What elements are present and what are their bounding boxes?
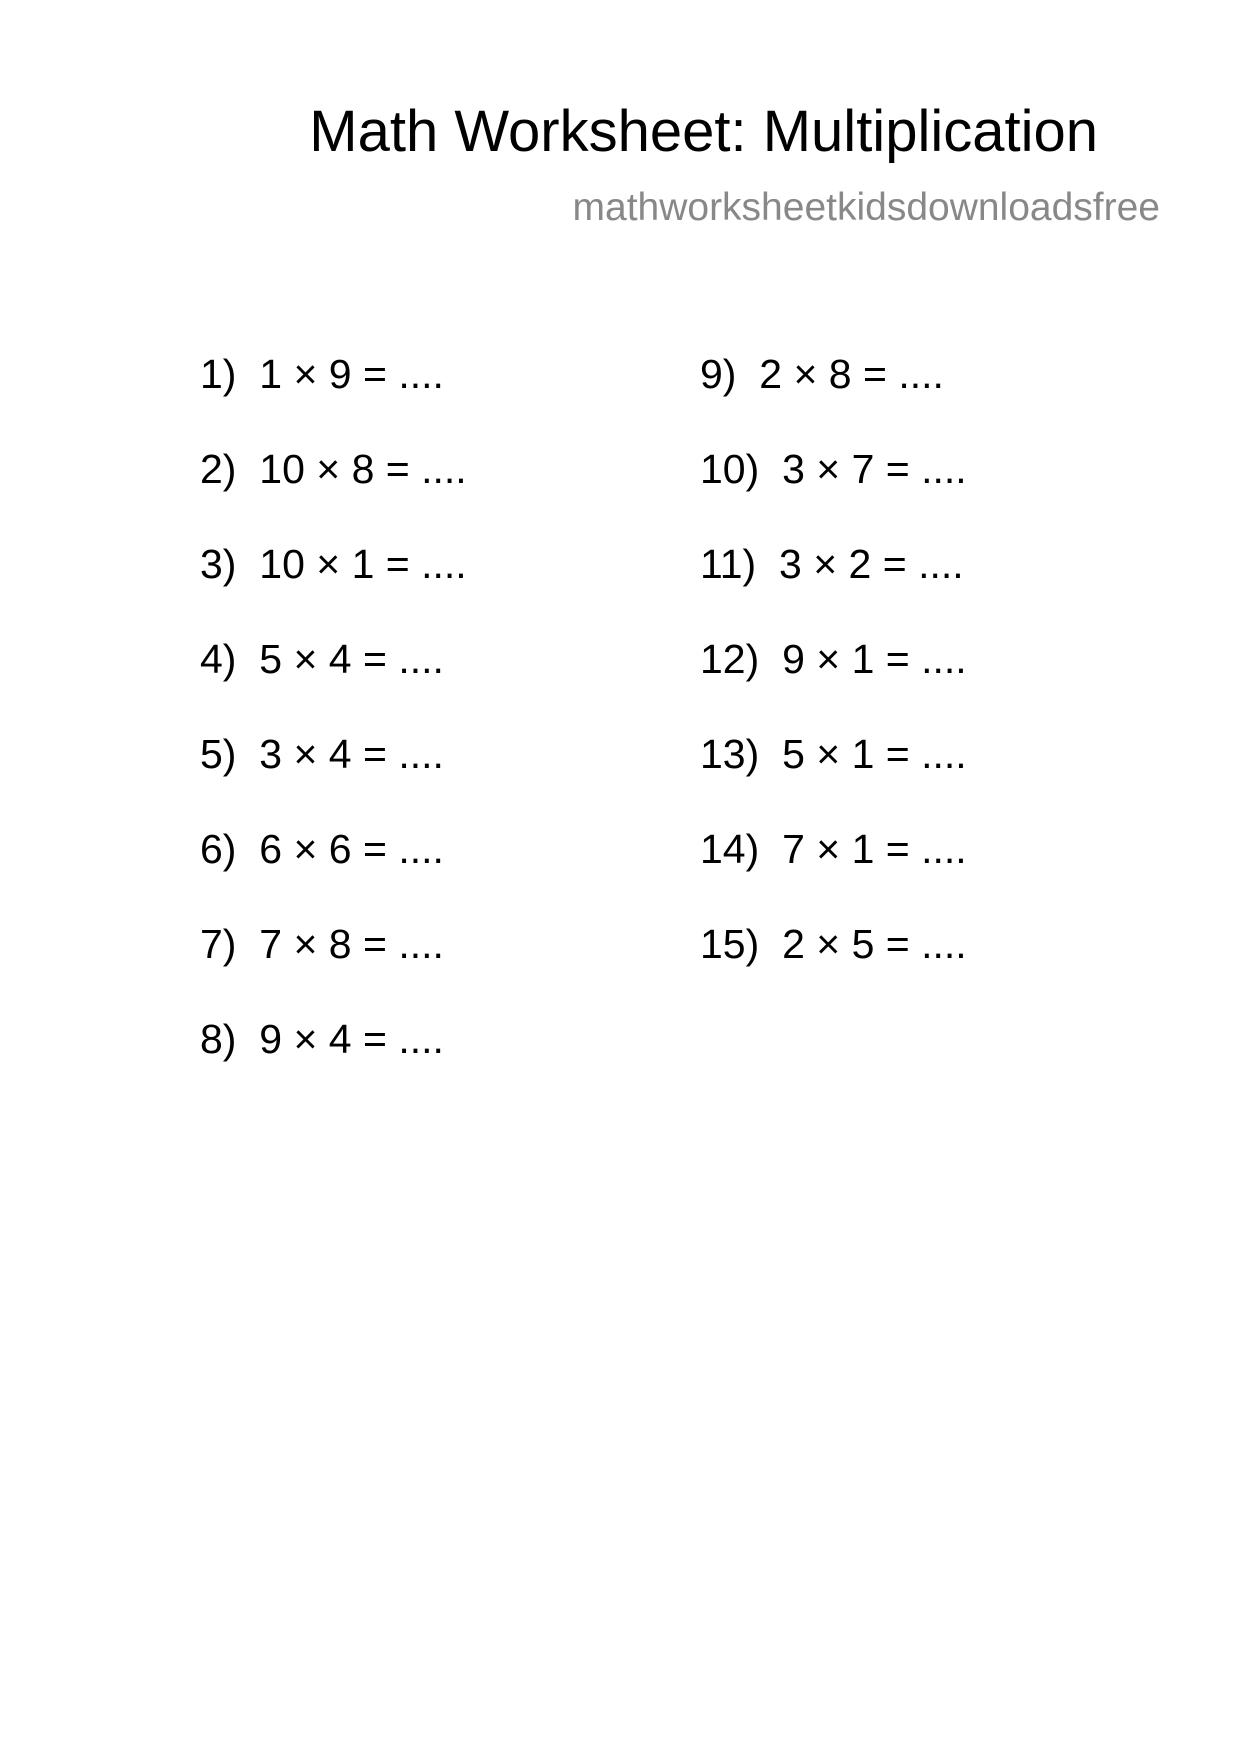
problem-8 — [200, 1015, 467, 1110]
problem-expression: 1 × 9 = .... — [259, 351, 444, 397]
problem-number: 2) — [200, 446, 237, 492]
problem-7 — [200, 920, 467, 1015]
problem-number: 9) — [700, 351, 737, 397]
problem-15 — [700, 920, 967, 1015]
problem-expression: 5 × 1 = .... — [782, 731, 967, 777]
problem-number: 6) — [200, 826, 237, 872]
problem-expression: 9 × 1 = .... — [782, 636, 967, 682]
page-title: Math Worksheet: Multiplication — [309, 99, 1098, 164]
problem-expression: 2 × 8 = .... — [759, 351, 944, 397]
problem-expression: 3 × 2 = .... — [779, 541, 964, 587]
problem-expression: 3 × 7 = .... — [782, 446, 967, 492]
problem-column-left — [200, 350, 467, 1110]
problem-expression: 7 × 1 = .... — [782, 826, 967, 872]
problem-expression: 3 × 4 = .... — [259, 731, 444, 777]
problem-number: 7) — [200, 921, 237, 967]
problem-11 — [700, 540, 967, 635]
problem-expression: 2 × 5 = .... — [782, 921, 967, 967]
problem-number: 15) — [700, 921, 760, 967]
problem-number: 8) — [200, 1016, 237, 1062]
problem-column-right — [700, 350, 967, 1015]
problem-5 — [200, 730, 467, 825]
problem-expression: 10 × 1 = .... — [259, 541, 467, 587]
problem-number: 4) — [200, 636, 237, 682]
problem-10 — [700, 445, 967, 540]
problem-number: 13) — [700, 731, 760, 777]
problem-number: 14) — [700, 826, 760, 872]
problem-14 — [700, 825, 967, 920]
problem-number: 1) — [200, 351, 237, 397]
problem-6 — [200, 825, 467, 920]
problem-1 — [200, 350, 467, 445]
problem-expression: 10 × 8 = .... — [259, 446, 467, 492]
problem-number: 3) — [200, 541, 237, 587]
problem-13 — [700, 730, 967, 825]
problem-number: 5) — [200, 731, 237, 777]
problem-3 — [200, 540, 467, 635]
problem-expression: 6 × 6 = .... — [259, 826, 444, 872]
problem-2 — [200, 445, 467, 540]
problem-number: 11) — [700, 541, 757, 587]
problem-12 — [700, 635, 967, 730]
problem-number: 12) — [700, 636, 760, 682]
problem-expression: 5 × 4 = .... — [259, 636, 444, 682]
problem-expression: 7 × 8 = .... — [259, 921, 444, 967]
worksheet-header — [309, 100, 1160, 230]
problem-list — [0, 350, 1240, 1090]
problem-9 — [700, 350, 967, 445]
problem-expression: 9 × 4 = .... — [259, 1016, 444, 1062]
problem-4 — [200, 635, 467, 730]
page-subtitle: mathworksheetkidsdownloadsfree — [572, 186, 1160, 229]
problem-number: 10) — [700, 446, 760, 492]
